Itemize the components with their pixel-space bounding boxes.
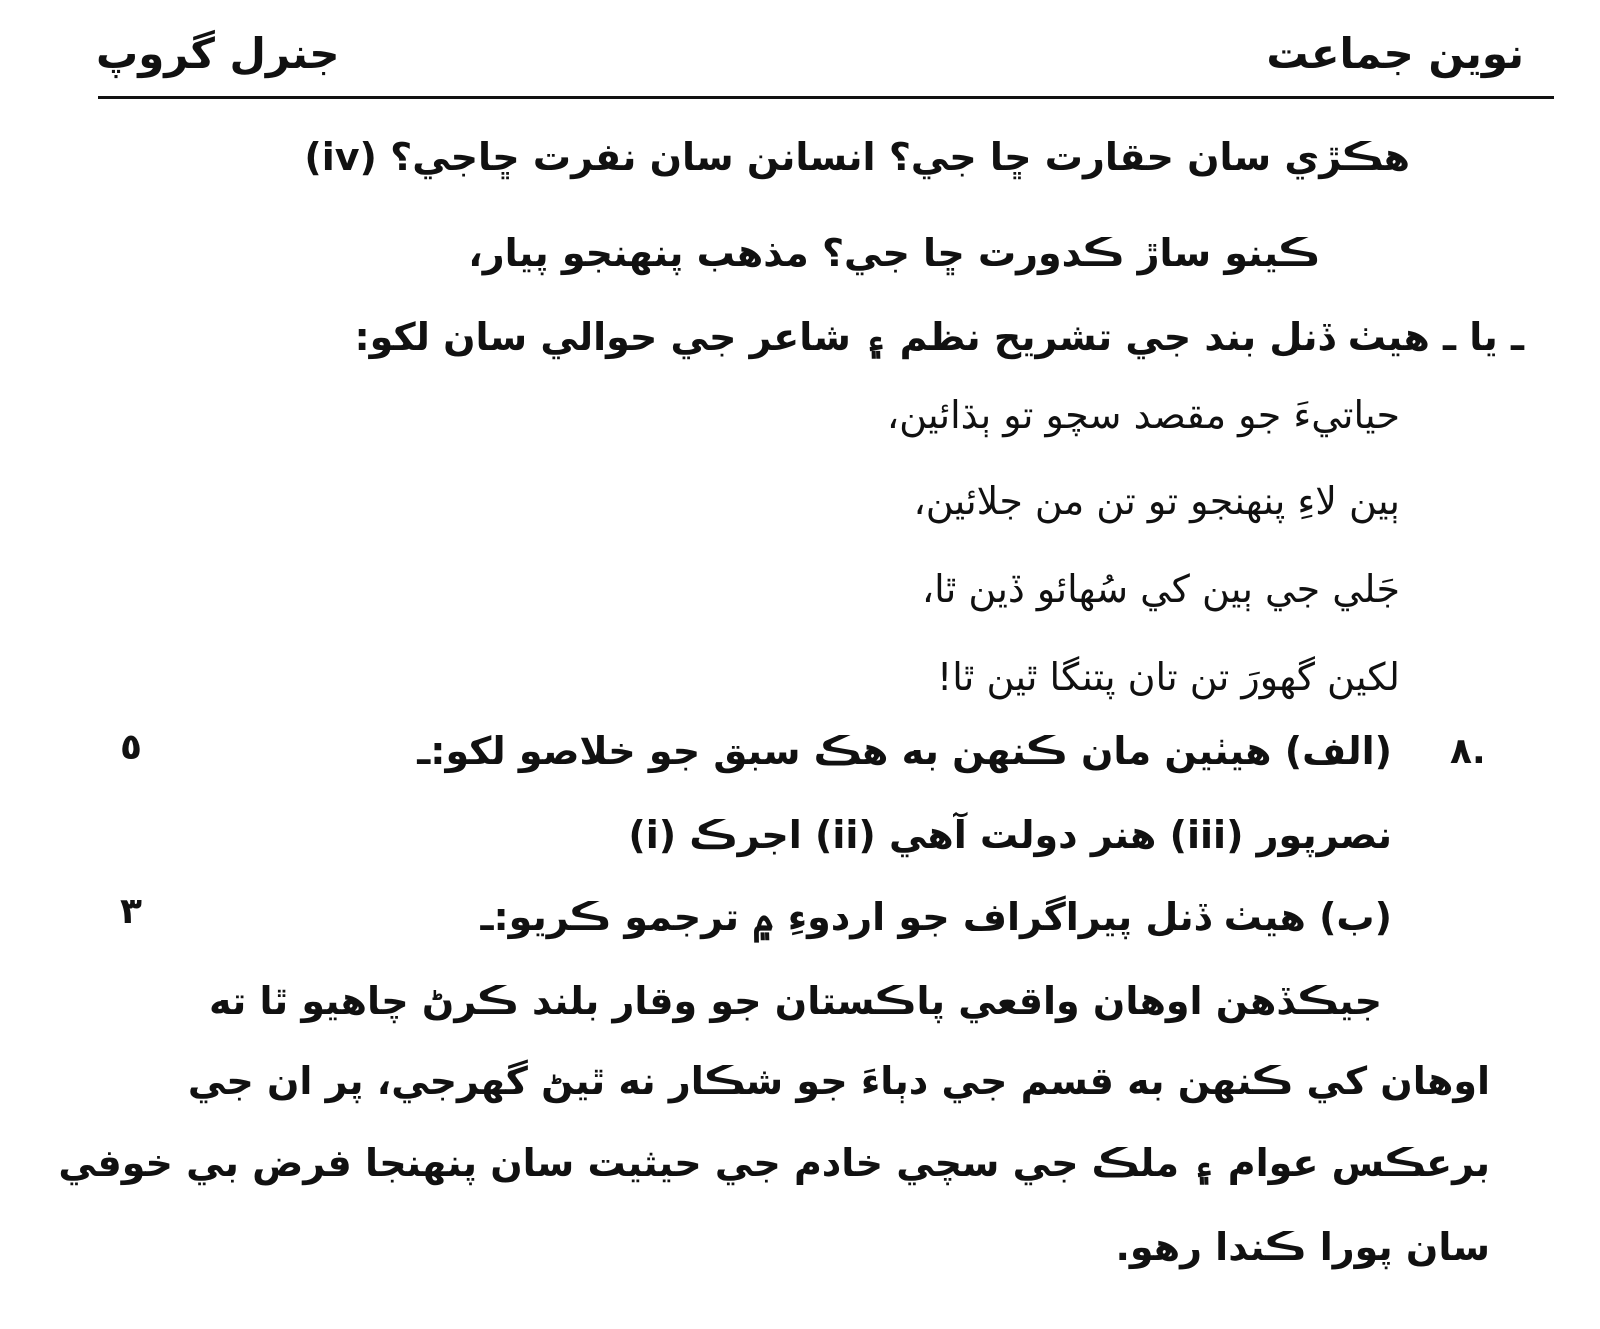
question-8a-prompt: (الف) هيٺين مان ڪنهن به هڪ سبق جو خلاصو لکو:ـ xyxy=(417,729,1392,773)
header-rule xyxy=(98,96,1554,99)
poem-line: جَلي جي ٻين کي سُهائو ڏين ٿا، xyxy=(921,567,1400,611)
poem-line: لکين گهورَ تن تان پتنگا ٿين ٿا! xyxy=(936,655,1400,699)
paragraph-line: برعڪس عوام ۽ ملڪ جي سچي خادم جي حيثيت سان پنهنجا فرض بي خوفي xyxy=(58,1141,1490,1185)
paragraph-line: سان پورا ڪندا رهو. xyxy=(1115,1225,1490,1269)
part-iv-line-1: (iv) هڪڙي سان حقارت ڇا جي؟ انسانن سان نفرت ڇاجي؟ xyxy=(304,135,1410,179)
alternative-instruction: ـ يا ـ هيٺ ڏنل بند جي تشريح نظم ۽ شاعر جي حوالي سان لکو: xyxy=(354,315,1524,359)
question-8b-prompt: (ب) هيٺ ڏنل پيراگراف جو اردوءِ ۾ ترجمو ڪريو:ـ xyxy=(480,895,1392,939)
poem-line: حياتيءَ جو مقصد سچو تو ٻڌائين، xyxy=(886,393,1400,437)
group-title: جنرل گروپ xyxy=(96,29,340,78)
poem-line: ٻين لاءِ پنهنجو تو تن من جلائين، xyxy=(913,479,1400,523)
question-8a-options: (i) اجرڪ (ii) هنر دولت آهي (iii) نصرپور xyxy=(628,813,1392,857)
part-iv-line-2: ڪينو ساڙ ڪدورت ڇا جي؟ مذهب پنهنجو پيار، xyxy=(468,231,1320,275)
paragraph-line: اوهان کي ڪنهن به قسم جي دٻاءَ جو شڪار نه ٿيڻ گهرجي، پر ان جي xyxy=(187,1059,1490,1103)
paragraph-line: جيڪڏهن اوهان واقعي پاڪستان جو وقار بلند ڪرڻ چاهيو ٿا ته xyxy=(209,979,1382,1023)
class-title: نوين جماعت xyxy=(1266,29,1524,78)
question-8a-marks: ٥ xyxy=(120,727,142,768)
question-8b-marks: ٣ xyxy=(120,891,142,932)
question-number: ٨. xyxy=(1450,731,1486,772)
